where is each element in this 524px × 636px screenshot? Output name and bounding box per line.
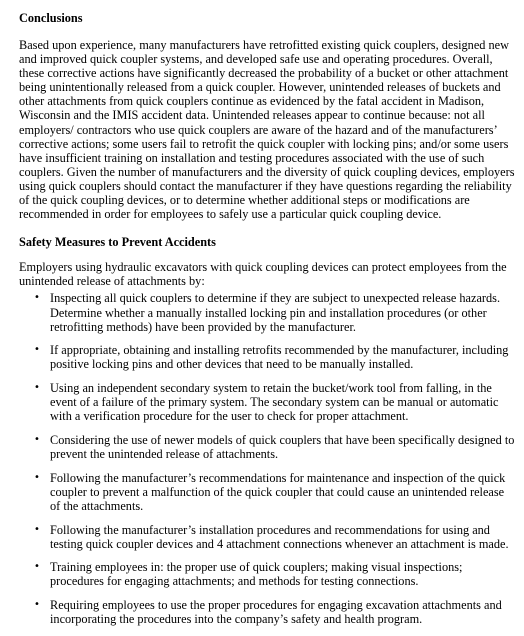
safety-measures-list — [19, 291, 516, 626]
list-item — [34, 291, 516, 333]
list-item-text: Requiring employees to use the proper procedures for engaging excavation attachments and incorporating the procedures into the company’s safety and health program. — [50, 598, 502, 627]
list-item — [34, 381, 516, 423]
bullet-icon: • — [34, 561, 40, 573]
bullet-icon: • — [34, 382, 40, 394]
conclusions-paragraph: Based upon experience, many manufacturers have retrofitted existing quick couplers, designed new and improved quick coupler systems, and developed safe use and operating procedures. Overall, these corrective actions have significantly decreased the probability of a bucket or other attachment being unintentionally released from a quick coupler. However, unintended releases of buckets and other attachments from quick couplers continue as evidenced by the fatal accident in Madison, Wisconsin and the IMIS accident data. Unintended releases appear to continue because: not all employers/ contractors who use quick couplers are aware of the hazard and of the manufacturers’ corrective actions; some users fail to retrofit the quick coupler with locking pins; and/or some users have insufficient training on installation and testing procedures associated with the use of such couplers. Given the number of manufacturers and the diversity of quick coupling devices, employers using quick couplers should contact the manufacturer if they have questions regarding the reliability of the quick coupling devices, or to determine whether additional steps or modifications are recommended in order for employees to safely use a particular quick coupling device. — [19, 38, 515, 222]
document-page — [19, 11, 516, 636]
list-item-text: Considering the use of newer models of quick couplers that have been specifically designed to prevent the unintended release of attachments. — [50, 432, 515, 462]
list-item — [34, 471, 516, 513]
list-item — [34, 343, 516, 371]
list-item-text: If appropriate, obtaining and installing retrofits recommended by the manufacturer, including positive locking pins and other devices that need to be manually installed. — [50, 343, 509, 372]
list-item — [34, 560, 516, 588]
list-item-text: Inspecting all quick couplers to determine if they are subject to unexpected release hazards. Determine whether a manually installed locking pin and installation procedures (or other retrofitting methods) have been provided by the manufacturer. — [50, 291, 501, 334]
list-item-text: Training employees in: the proper use of quick couplers; making visual inspections; procedures for engaging attachments; and methods for testing connections. — [50, 560, 463, 589]
bullet-icon: • — [34, 523, 40, 535]
conclusions-heading: Conclusions — [19, 11, 83, 25]
list-item-text: Following the manufacturer’s installation procedures and recommendations for using and testing quick coupler devices and 4 attachment connections whenever an attachment is made. — [50, 522, 509, 551]
safety-measures-heading: Safety Measures to Prevent Accidents — [19, 235, 216, 250]
safety-intro-paragraph: Employers using hydraulic excavators with quick coupling devices can protect employees from the unintended release of attachments by: — [19, 260, 507, 289]
bullet-icon: • — [34, 599, 40, 611]
bullet-icon: • — [34, 471, 40, 483]
list-item-text: Using an independent secondary system to retain the bucket/work tool from falling, in the event of a failure of the primary system. The secondary system can be manual or automatic with a verification procedure for the user to check for proper attachment. — [50, 381, 499, 424]
list-item-text: Following the manufacturer’s recommendations for maintenance and inspection of the quick coupler to prevent a malfunction of the quick coupler that could cause an unintended release of the attachments. — [50, 470, 506, 513]
list-item — [34, 598, 516, 626]
bullet-icon: • — [34, 344, 40, 356]
list-item — [34, 433, 516, 461]
bullet-icon: • — [34, 433, 40, 445]
list-item — [34, 523, 516, 551]
bullet-icon: • — [34, 292, 40, 304]
